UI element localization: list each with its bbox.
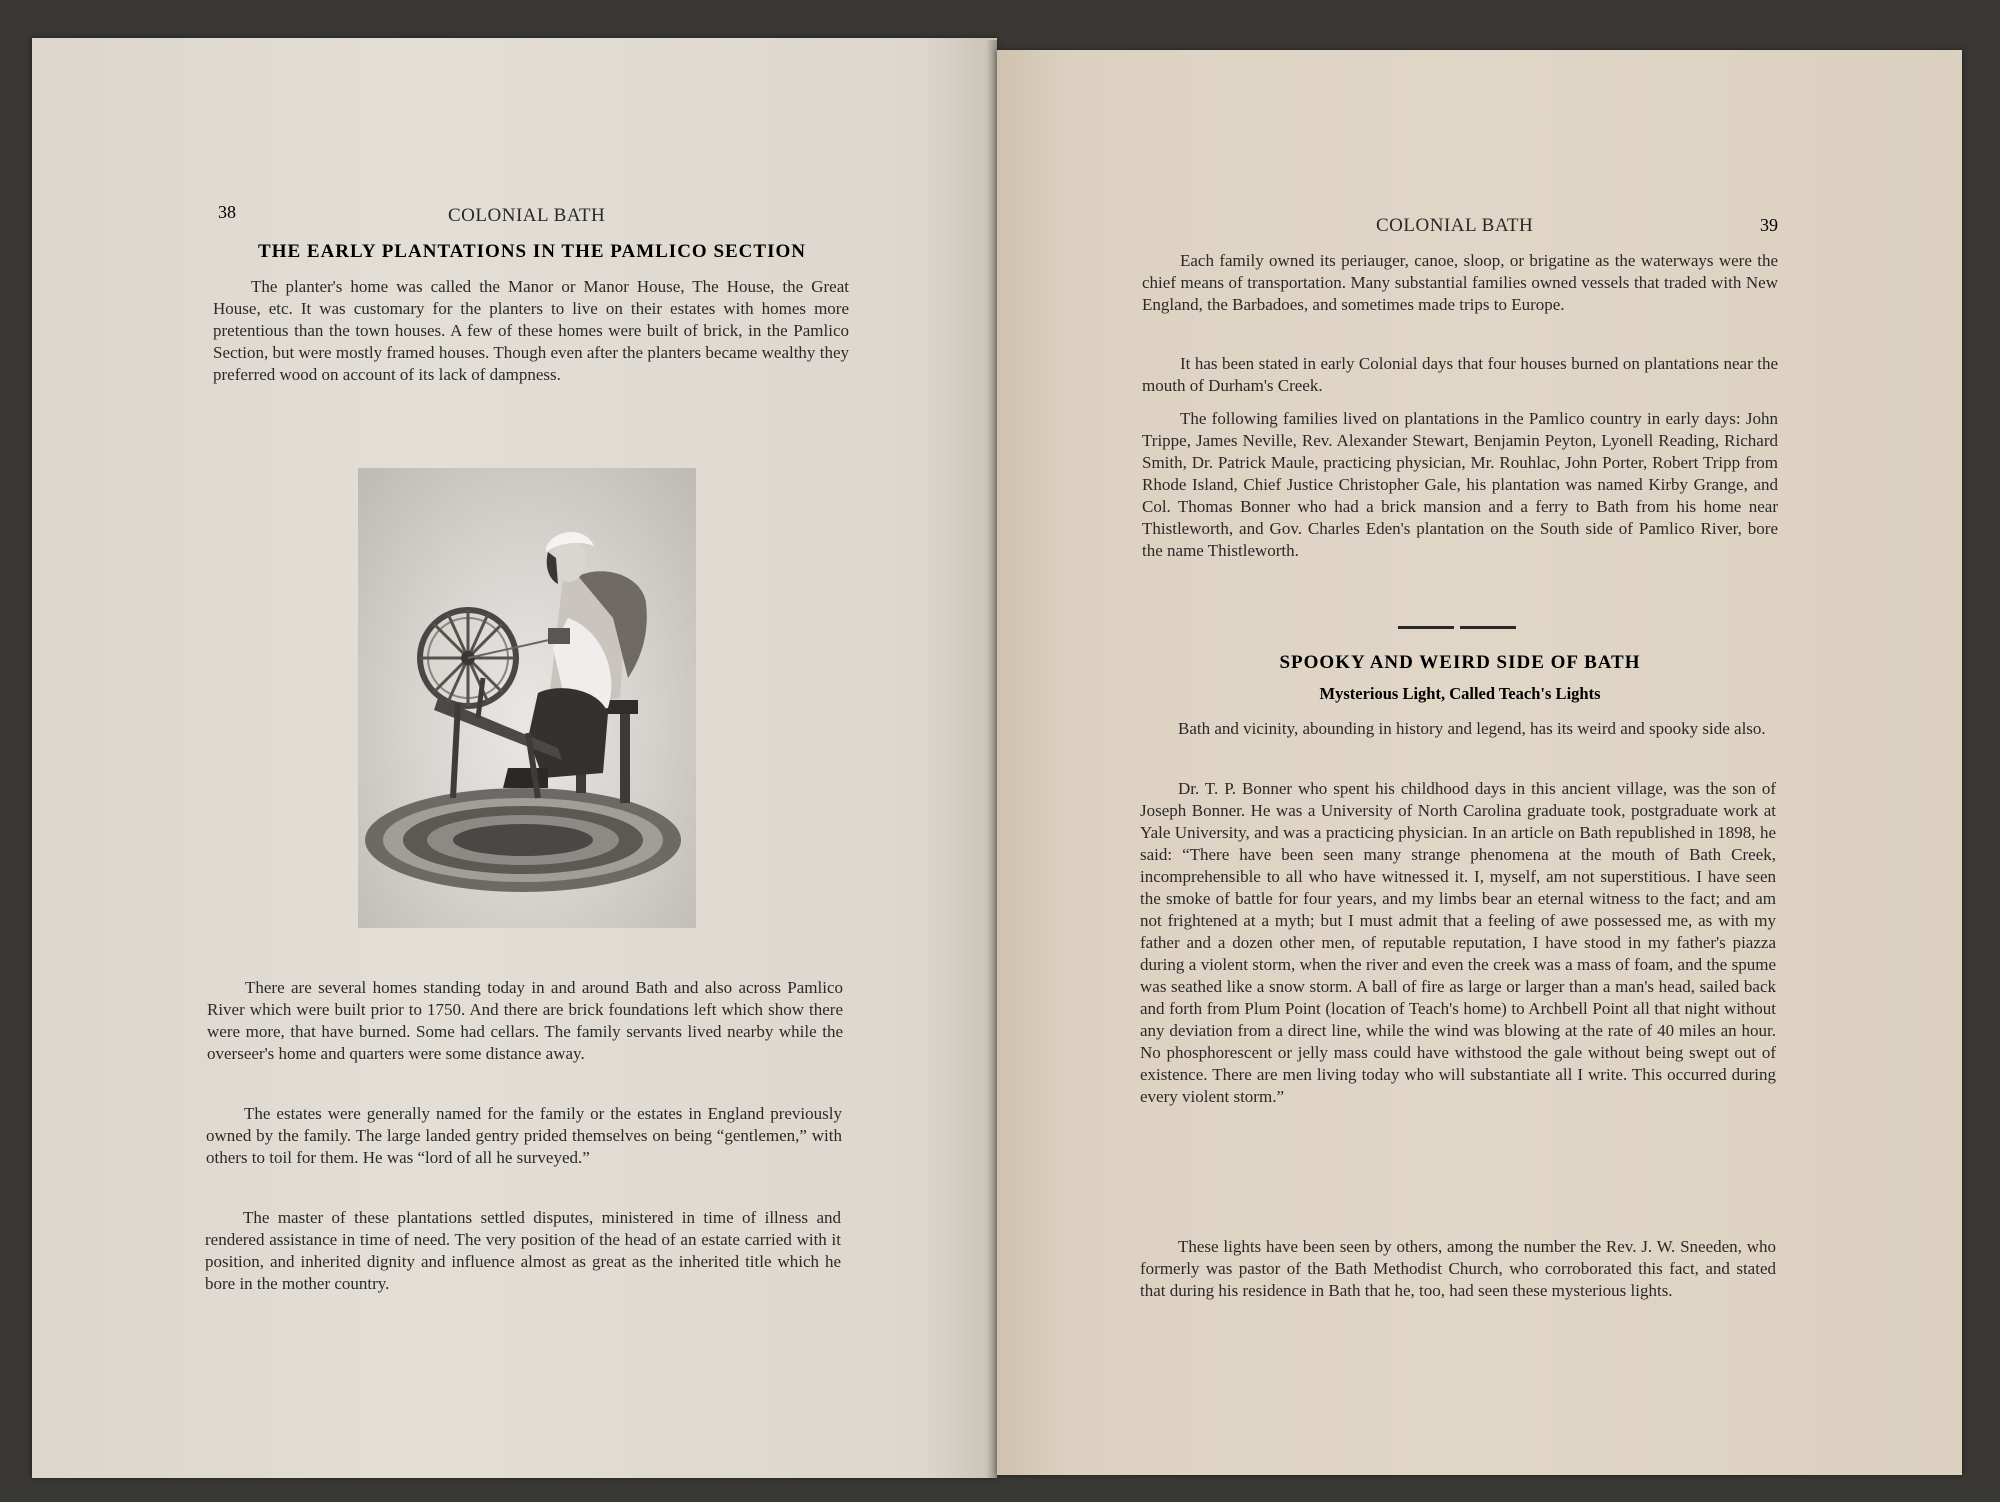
right-paragraph-4: Bath and vicinity, abounding in history and legend, has its weird and spooky side also. [1178,719,1766,738]
right-page-number: 39 [1760,215,1778,235]
left-paragraph-4: The master of these plantations settled disputes, ministered in time of illness and rendered assistance in time of need. The very position of the head of an estate carried with it position, and inherited dignity and influence almost as great as the inherited title which he bore in the mother country. [205,1208,841,1293]
spinning-wheel-illustration [358,468,696,928]
section-divider [1398,626,1516,629]
left-paragraph-1: The planter's home was called the Manor or Manor House, The House, the Great House, etc. It was customary for the planters to live on their estates with homes more pretentious than the town houses. A few of these homes were built of brick, in the Pamlico Section, but were mostly framed houses. Though even after the planters became wealthy they preferred wood on account of its lack of dampness. [213,277,849,384]
left-page-number: 38 [218,202,236,222]
right-section-heading: SPOOKY AND WEIRD SIDE OF BATH [1279,652,1641,673]
right-paragraph-5: Dr. T. P. Bonner who spent his childhood days in this ancient village, was the son of Joseph Bonner. He was a University of North Carolina graduate took, postgraduate work at Yale University, and was a practicing physician. In an article on Bath republished in 1898, he said: “There have been seen many strange phenomena at the mouth of Bath Creek, incomprehensible to all who have witnessed it. I, myself, am not superstitious. I have seen the smoke of battle for four years, and my limbs bear an eternal witness to the fact; and am not frightened at a myth; but I must admit that a feeling of awe possessed me, as with my father and a dozen other men, of reputable reputation, I have stood in my father's piazza during a violent storm, when the river and even the creek was a mass of foam, and the spume was seathed like a snow storm. A ball of fire as large or larger than a man's head, sailed back and forth from Plum Point (location of Teach's home) to Archbell Point all that night without any deviation from a direct line, while the wind was blowing at the rate of 40 miles an hour. No phosphorescent or jelly mass could have withstood the gale without being swept out of existence. There are men living today who will substantiate all I write. This occurred during every violent storm.” [1140,779,1776,1106]
left-running-head: COLONIAL BATH [448,205,606,226]
left-section-heading: THE EARLY PLANTATIONS IN THE PAMLICO SECTION [258,241,806,262]
right-section-subheading: Mysterious Light, Called Teach's Lights [1319,684,1601,703]
right-paragraph-1: Each family owned its periauger, canoe, sloop, or brigatine as the waterways were the chief means of transportation. Many substantial families owned vessels that traded with New England, the Barbadoes, and sometimes made trips to Europe. [1142,251,1778,314]
right-paragraph-2: It has been stated in early Colonial days that four houses burned on plantations near the mouth of Durham's Creek. [1142,354,1778,395]
right-running-head: COLONIAL BATH [1376,215,1534,236]
left-paragraph-2: There are several homes standing today in and around Bath and also across Pamlico River which were built prior to 1750. And there are brick foundations left which show there were more, that have burned. Some had cellars. The family servants lived nearby while the overseer's home and quarters were some distance away. [207,978,843,1063]
right-paragraph-6: These lights have been seen by others, among the number the Rev. J. W. Sneeden, who formerly was pastor of the Bath Methodist Church, who corroborated this fact, and stated that during his residence in Bath that he, too, had seen these mysterious lights. [1140,1237,1776,1300]
spinning-wheel-photograph [358,468,696,928]
left-paragraph-3: The estates were generally named for the family or the estates in England previously owned by the family. The large landed gentry prided themselves on being “gentlemen,” with others to toil for them. He was “lord of all he surveyed.” [206,1104,842,1167]
right-paragraph-3: The following families lived on plantations in the Pamlico country in early days: John Trippe, James Neville, Rev. Alexander Stewart, Benjamin Peyton, Lyonell Reading, Richard Smith, Dr. Patrick Maule, practicing physician, Mr. Rouhlac, John Porter, Robert Tripp from Rhode Island, Chief Justice Christopher Gale, his plantation was named Kirby Grange, and Col. Thomas Bonner who had a brick mansion and a ferry to Bath from his home near Thistleworth, and Gov. Charles Eden's plantation on the South side of Pamlico River, bore the name Thistleworth. [1142,409,1778,560]
